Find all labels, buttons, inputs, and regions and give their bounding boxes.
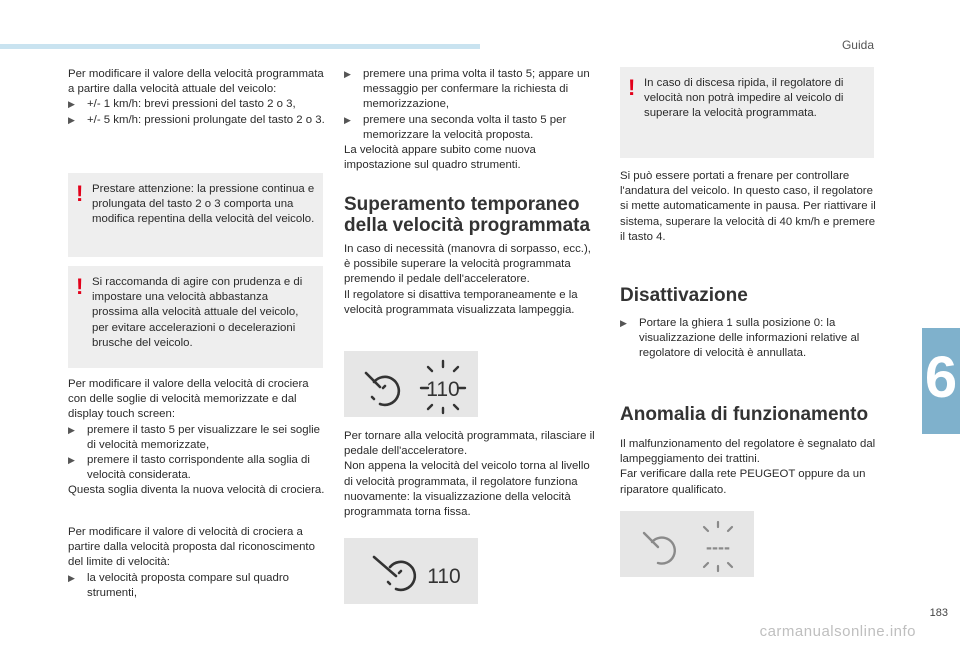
paragraph: Il malfunzionamento del regolatore è segnalato dal lampeggiamento dei trattini.	[620, 438, 876, 466]
speed-value: 110	[426, 378, 460, 401]
column-1-bottom	[68, 525, 326, 601]
dashboard-image-fault	[620, 511, 754, 577]
dashes-display: ----	[706, 537, 730, 557]
paragraph: Per modificare il valore della velocità di crociera con delle soglie di velocità memorizzate e dal display touch screen:	[68, 378, 309, 421]
list-item: ▶ premere il tasto 5 per visualizzare le sei soglie di velocità memorizzate,	[68, 423, 326, 453]
paragraph: Questa soglia diventa la nuova velocità di crociera.	[68, 484, 325, 497]
warning-box: ! In caso di discesa ripida, il regolatore di velocità non potrà impedire al veicolo di superare la velocità programmata.	[620, 67, 874, 158]
paragraph: Non appena la velocità del veicolo torna al livello di velocità programmata, il regolatore funziona nuovamente: la visualizzazione della velocità programmata torna fissa.	[344, 460, 590, 519]
paragraph: Il regolatore si disattiva temporaneamente e la velocità programmata visualizzata lampeggia.	[344, 288, 578, 316]
speedometer-icon	[344, 538, 478, 604]
section-label: Guida	[841, 38, 874, 52]
list-item: ▶ +/- 1 km/h: brevi pressioni del tasto 2 o 3,	[68, 97, 326, 112]
arrow-bullet-icon: ▶	[68, 572, 75, 583]
arrow-bullet-icon: ▶	[344, 69, 351, 79]
arrow-bullet-icon: ▶	[344, 114, 351, 125]
paragraph: La velocità appare subito come nuova impostazione sul quadro strumenti.	[344, 144, 536, 172]
list-item: ▶ premere il tasto corrispondente alla soglia di velocità considerata.	[68, 453, 326, 483]
watermark: carmanualsonline.info	[759, 623, 916, 640]
column-3-top	[620, 169, 876, 245]
exclamation-icon: !	[628, 75, 636, 100]
list-item: ▶ premere una seconda volta il tasto 5 per memorizzare la velocità proposta.	[344, 113, 600, 143]
arrow-bullet-icon: ▶	[68, 424, 75, 435]
column-2-lower	[344, 429, 600, 520]
paragraph: Per tornare alla velocità programmata, rilasciare il pedale dell'acceleratore.	[344, 430, 595, 458]
column-1-lower	[68, 377, 326, 499]
speedometer-icon	[620, 511, 754, 577]
exclamation-icon: !	[76, 274, 84, 299]
column-1	[68, 67, 326, 128]
list-item: ▶ la velocità proposta compare sul quadro strumenti,	[68, 571, 326, 601]
exclamation-icon: !	[76, 181, 84, 206]
section-heading: Anomalia di funzionamento	[620, 404, 869, 425]
list-item: ▶ Portare la ghiera 1 sulla posizione 0: la visualizzazione delle informazioni relative al regolatore di velocità è annullata.	[620, 316, 876, 362]
paragraph: Per modificare il valore della velocità programmata a partire dalla velocità attuale del veicolo:	[68, 68, 324, 96]
section-heading: Disattivazione	[620, 285, 748, 306]
header-bar	[0, 44, 480, 49]
column-3-lower	[620, 437, 876, 498]
chapter-number: 6	[924, 345, 958, 410]
warning-box: ! Si raccomanda di agire con prudenza e di impostare una velocità abbastanza prossima alla velocità attuale del veicolo, per evitare accelerazioni o decelerazioni brusche del veicolo.	[68, 266, 323, 368]
arrow-bullet-icon: ▶	[620, 318, 627, 328]
speedometer-icon	[344, 351, 478, 417]
paragraph: Far verificare dalla rete PEUGEOT oppure da un riparatore qualificato.	[620, 468, 866, 496]
paragraph: In caso di necessità (manovra di sorpasso, ecc.), è possibile superare la velocità programmata premendo il pedale dell'acceleratore.	[344, 243, 591, 286]
speed-value: 110	[427, 565, 461, 588]
warning-box: ! Prestare attenzione: la pressione continua e prolungata del tasto 2 o 3 comporta una modifica repentina della velocità del veicolo.	[68, 173, 323, 257]
column-3-middle	[620, 316, 876, 362]
dashboard-image-fixed	[344, 538, 478, 604]
paragraph: Si può essere portati a frenare per controllare l'andatura del veicolo. In questo caso, il regolatore si mette automaticamente in pausa. Per riattivare il sistema, superare la velocità di 40 km/h e premere il tasto 4.	[620, 170, 876, 243]
column-2-middle	[344, 242, 600, 318]
paragraph: Per modificare il valore di velocità di crociera a partire dalla velocità proposta dal riconoscimento del limite di velocità:	[68, 526, 315, 569]
column-2	[344, 67, 600, 173]
list-item: ▶ +/- 5 km/h: pressioni prolungate del tasto 2 o 3.	[68, 113, 326, 128]
arrow-bullet-icon: ▶	[68, 99, 75, 110]
dashboard-image-flashing	[344, 351, 478, 417]
section-heading: Superamento temporaneo della velocità programmata	[344, 194, 591, 236]
arrow-bullet-icon: ▶	[68, 114, 75, 125]
list-item: ▶ premere una prima volta il tasto 5; appare un messaggio per confermare la richiesta di memorizzazione,	[344, 67, 600, 113]
page-number: 183	[929, 607, 948, 619]
arrow-bullet-icon: ▶	[68, 455, 75, 466]
